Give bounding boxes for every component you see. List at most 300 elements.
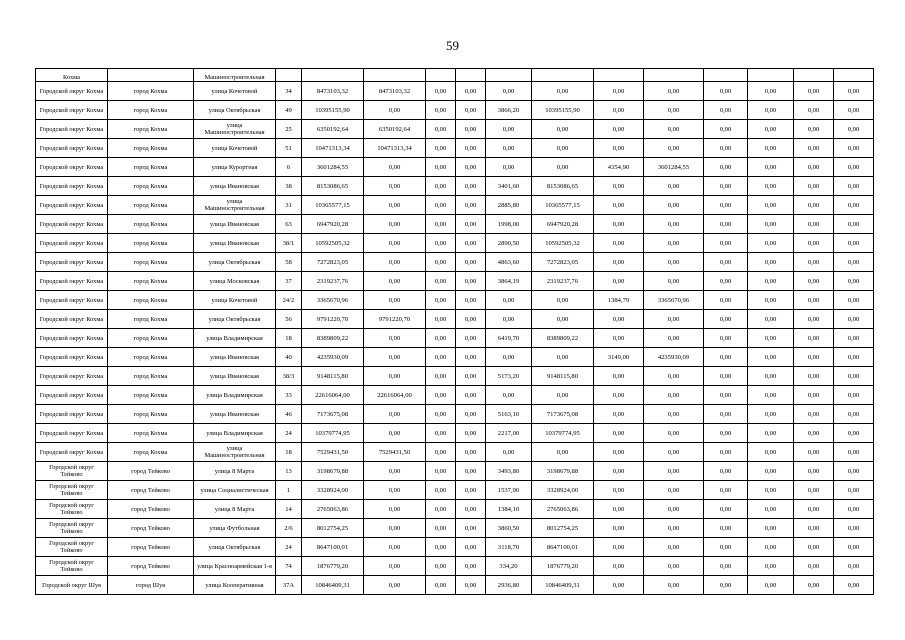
cell-total-cost	[302, 69, 364, 82]
cell-col-15: 0,00	[794, 386, 834, 405]
cell-house-number: 18	[276, 329, 302, 348]
cell-col-10: 0,00	[532, 139, 594, 158]
cell-col-7: 0,00	[426, 177, 456, 196]
cell-col-7: 0,00	[426, 386, 456, 405]
cell-col-15: 0,00	[794, 424, 834, 443]
cell-col-7: 0,00	[426, 462, 456, 481]
cell-municipality: Городской округ Кохма	[36, 424, 108, 443]
cell-col-12: 0,00	[644, 177, 704, 196]
cell-street: улица Машиностроительная	[194, 120, 276, 139]
cell-total-cost: 4235930,09	[302, 348, 364, 367]
cell-settlement: город Кохма	[108, 443, 194, 462]
cell-municipality: Городской округ Кохма	[36, 158, 108, 177]
cell-col-14: 0,00	[748, 310, 794, 329]
cell-settlement: город Кохма	[108, 310, 194, 329]
cell-col-9: 3493,80	[486, 462, 532, 481]
cell-col-11: 0,00	[594, 500, 644, 519]
cell-municipality: Городской округ Кохма	[36, 253, 108, 272]
cell-col-13: 0,00	[704, 519, 748, 538]
cell-col-6: 8473103,32	[364, 82, 426, 101]
cell-total-cost: 7529431,50	[302, 443, 364, 462]
cell-col-9: 2890,50	[486, 234, 532, 253]
cell-col-13	[704, 69, 748, 82]
cell-col-9: 3860,50	[486, 519, 532, 538]
cell-col-16: 0,00	[834, 386, 874, 405]
cell-col-7: 0,00	[426, 139, 456, 158]
cell-col-13: 0,00	[704, 139, 748, 158]
cell-house-number: 38	[276, 177, 302, 196]
cell-col-10: 0,00	[532, 386, 594, 405]
cell-col-15: 0,00	[794, 291, 834, 310]
cell-settlement: город Кохма	[108, 348, 194, 367]
cell-col-14: 0,00	[748, 576, 794, 595]
cell-col-9: 0,00	[486, 120, 532, 139]
cell-col-7: 0,00	[426, 158, 456, 177]
cell-col-10: 3328924,00	[532, 481, 594, 500]
cell-settlement	[108, 69, 194, 82]
table-row-continued	[36, 69, 874, 82]
cell-col-8: 0,00	[456, 234, 486, 253]
cell-total-cost: 3365670,96	[302, 291, 364, 310]
cell-col-9: 5163,10	[486, 405, 532, 424]
cell-street: улица 8 Марта	[194, 500, 276, 519]
cell-col-13: 0,00	[704, 196, 748, 215]
cell-col-6: 0,00	[364, 538, 426, 557]
cell-col-15: 0,00	[794, 310, 834, 329]
cell-col-8: 0,00	[456, 367, 486, 386]
cell-street: улица Владимирская	[194, 329, 276, 348]
cell-col-8: 0,00	[456, 557, 486, 576]
cell-house-number: 40	[276, 348, 302, 367]
cell-col-11	[594, 69, 644, 82]
cell-col-6	[364, 69, 426, 82]
cell-street: улица Ивановская	[194, 367, 276, 386]
cell-municipality: Городской округ Кохма	[36, 234, 108, 253]
cell-col-16: 0,00	[834, 481, 874, 500]
cell-col-14: 0,00	[748, 291, 794, 310]
table-row	[36, 500, 874, 519]
cell-house-number: 6	[276, 158, 302, 177]
cell-col-6: 0,00	[364, 348, 426, 367]
cell-col-16: 0,00	[834, 291, 874, 310]
cell-col-15: 0,00	[794, 405, 834, 424]
cell-col-11: 0,00	[594, 234, 644, 253]
cell-municipality: Городской округ Кохма	[36, 367, 108, 386]
cell-col-8: 0,00	[456, 253, 486, 272]
cell-col-16: 0,00	[834, 348, 874, 367]
cell-col-8: 0,00	[456, 405, 486, 424]
cell-col-14: 0,00	[748, 557, 794, 576]
cell-col-6: 0,00	[364, 481, 426, 500]
cell-municipality: Городской округ Кохма	[36, 443, 108, 462]
cell-street: улица Кочетовой	[194, 139, 276, 158]
cell-total-cost: 10592505,32	[302, 234, 364, 253]
cell-col-11: 0,00	[594, 82, 644, 101]
cell-col-6: 0,00	[364, 576, 426, 595]
cell-col-9: 5173,20	[486, 367, 532, 386]
table-row	[36, 196, 874, 215]
cell-col-12: 3365670,96	[644, 291, 704, 310]
cell-house-number: 24	[276, 424, 302, 443]
cell-col-11: 0,00	[594, 177, 644, 196]
cell-col-6: 0,00	[364, 367, 426, 386]
cell-col-16: 0,00	[834, 367, 874, 386]
cell-col-8	[456, 69, 486, 82]
cell-col-15: 0,00	[794, 443, 834, 462]
cell-col-13: 0,00	[704, 291, 748, 310]
cell-municipality: Кохма	[36, 69, 108, 82]
cell-total-cost: 3328924,00	[302, 481, 364, 500]
cell-col-14: 0,00	[748, 253, 794, 272]
cell-col-11: 4354,90	[594, 158, 644, 177]
cell-col-7: 0,00	[426, 82, 456, 101]
cell-col-12: 0,00	[644, 443, 704, 462]
cell-col-16: 0,00	[834, 576, 874, 595]
cell-col-10: 10846409,31	[532, 576, 594, 595]
cell-house-number: 46	[276, 405, 302, 424]
cell-col-11: 0,00	[594, 462, 644, 481]
cell-municipality: Городской округ Тейково	[36, 557, 108, 576]
cell-col-10	[532, 69, 594, 82]
cell-col-15: 0,00	[794, 538, 834, 557]
cell-col-8: 0,00	[456, 329, 486, 348]
cell-col-7: 0,00	[426, 291, 456, 310]
cell-total-cost: 3198679,88	[302, 462, 364, 481]
cell-settlement: город Кохма	[108, 291, 194, 310]
cell-col-13: 0,00	[704, 538, 748, 557]
cell-col-7: 0,00	[426, 310, 456, 329]
cell-settlement: город Кохма	[108, 158, 194, 177]
cell-col-9	[486, 69, 532, 82]
cell-settlement: город Кохма	[108, 101, 194, 120]
cell-total-cost: 2319237,76	[302, 272, 364, 291]
cell-street: улица Ивановская	[194, 177, 276, 196]
cell-col-9: 0,00	[486, 386, 532, 405]
cell-col-16: 0,00	[834, 405, 874, 424]
cell-settlement: город Кохма	[108, 329, 194, 348]
cell-house-number: 34	[276, 82, 302, 101]
cell-col-13: 0,00	[704, 500, 748, 519]
cell-col-8: 0,00	[456, 291, 486, 310]
cell-col-14: 0,00	[748, 215, 794, 234]
cell-house-number: 38/3	[276, 367, 302, 386]
cell-col-10: 10379774,95	[532, 424, 594, 443]
cell-col-7: 0,00	[426, 234, 456, 253]
cell-col-14: 0,00	[748, 139, 794, 158]
cell-col-14: 0,00	[748, 82, 794, 101]
cell-col-14: 0,00	[748, 158, 794, 177]
cell-municipality: Городской округ Тейково	[36, 519, 108, 538]
cell-col-8: 0,00	[456, 120, 486, 139]
cell-col-16: 0,00	[834, 253, 874, 272]
cell-settlement: город Кохма	[108, 196, 194, 215]
cell-total-cost: 10379774,95	[302, 424, 364, 443]
cell-col-11: 0,00	[594, 101, 644, 120]
cell-col-8: 0,00	[456, 386, 486, 405]
cell-col-14: 0,00	[748, 481, 794, 500]
cell-col-9: 0,00	[486, 82, 532, 101]
cell-settlement: город Кохма	[108, 253, 194, 272]
cell-col-12: 0,00	[644, 253, 704, 272]
cell-col-8: 0,00	[456, 310, 486, 329]
cell-col-16: 0,00	[834, 500, 874, 519]
table-row	[36, 291, 874, 310]
cell-col-8: 0,00	[456, 500, 486, 519]
cell-col-10: 10395155,90	[532, 101, 594, 120]
cell-col-14: 0,00	[748, 424, 794, 443]
cell-municipality: Городской округ Кохма	[36, 215, 108, 234]
table-row	[36, 386, 874, 405]
cell-house-number: 25	[276, 120, 302, 139]
cell-col-13: 0,00	[704, 82, 748, 101]
cell-col-10: 8389809,22	[532, 329, 594, 348]
cell-col-6: 7529431,50	[364, 443, 426, 462]
cell-col-16: 0,00	[834, 82, 874, 101]
cell-col-16: 0,00	[834, 557, 874, 576]
cell-col-14: 0,00	[748, 367, 794, 386]
cell-col-8: 0,00	[456, 101, 486, 120]
cell-house-number: 56	[276, 310, 302, 329]
cell-col-6: 9791220,70	[364, 310, 426, 329]
cell-col-15: 0,00	[794, 272, 834, 291]
cell-col-16: 0,00	[834, 234, 874, 253]
cell-col-13: 0,00	[704, 158, 748, 177]
cell-col-14: 0,00	[748, 519, 794, 538]
table-row	[36, 158, 874, 177]
cell-municipality: Городской округ Кохма	[36, 139, 108, 158]
cell-street: улица Ивановская	[194, 405, 276, 424]
cell-col-12: 0,00	[644, 405, 704, 424]
cell-col-9: 4863,60	[486, 253, 532, 272]
cell-col-15: 0,00	[794, 234, 834, 253]
cell-col-11: 0,00	[594, 538, 644, 557]
cell-total-cost: 8647100,01	[302, 538, 364, 557]
cell-col-6: 0,00	[364, 462, 426, 481]
cell-col-16	[834, 69, 874, 82]
cell-settlement: город Тейково	[108, 481, 194, 500]
cell-col-10: 8153086,65	[532, 177, 594, 196]
cell-col-13: 0,00	[704, 329, 748, 348]
cell-col-16: 0,00	[834, 158, 874, 177]
table-body	[36, 69, 874, 595]
cell-col-9: 0,00	[486, 443, 532, 462]
cell-street: улица Кочетовой	[194, 82, 276, 101]
cell-col-7: 0,00	[426, 576, 456, 595]
cell-col-12: 0,00	[644, 576, 704, 595]
table-row	[36, 329, 874, 348]
cell-col-9: 1998,00	[486, 215, 532, 234]
cell-municipality: Городской округ Тейково	[36, 500, 108, 519]
table-row	[36, 348, 874, 367]
cell-total-cost: 9791220,70	[302, 310, 364, 329]
table-row	[36, 405, 874, 424]
cell-municipality: Городской округ Кохма	[36, 120, 108, 139]
cell-col-9: 2885,80	[486, 196, 532, 215]
cell-col-7: 0,00	[426, 519, 456, 538]
cell-col-10: 9148115,80	[532, 367, 594, 386]
cell-street: улица Социалистическая	[194, 481, 276, 500]
cell-col-14: 0,00	[748, 538, 794, 557]
cell-col-7: 0,00	[426, 538, 456, 557]
cell-col-12: 0,00	[644, 196, 704, 215]
cell-col-9: 1537,90	[486, 481, 532, 500]
cell-house-number: 33	[276, 386, 302, 405]
cell-col-16: 0,00	[834, 215, 874, 234]
cell-col-7: 0,00	[426, 196, 456, 215]
table-row	[36, 424, 874, 443]
cell-street: улица Кооперативная	[194, 576, 276, 595]
cell-col-7: 0,00	[426, 443, 456, 462]
cell-col-14: 0,00	[748, 329, 794, 348]
table-row	[36, 139, 874, 158]
cell-house-number: 51	[276, 139, 302, 158]
cell-col-8: 0,00	[456, 424, 486, 443]
cell-col-13: 0,00	[704, 481, 748, 500]
cell-municipality: Городской округ Кохма	[36, 405, 108, 424]
cell-street: улица Октябрьская	[194, 253, 276, 272]
cell-street: улица Ивановская	[194, 234, 276, 253]
table-row	[36, 538, 874, 557]
cell-col-12: 0,00	[644, 386, 704, 405]
cell-house-number: 58	[276, 253, 302, 272]
cell-col-11: 0,00	[594, 481, 644, 500]
cell-col-12	[644, 69, 704, 82]
cell-municipality: Городской округ Тейково	[36, 538, 108, 557]
cell-col-12: 0,00	[644, 329, 704, 348]
cell-col-6: 0,00	[364, 234, 426, 253]
cell-col-8: 0,00	[456, 196, 486, 215]
cell-col-12: 0,00	[644, 519, 704, 538]
cell-col-12: 0,00	[644, 215, 704, 234]
cell-municipality: Городской округ Тейково	[36, 481, 108, 500]
cell-col-7: 0,00	[426, 557, 456, 576]
cell-col-14: 0,00	[748, 272, 794, 291]
table-row	[36, 234, 874, 253]
cell-col-12: 0,00	[644, 272, 704, 291]
cell-col-11: 0,00	[594, 310, 644, 329]
cell-col-13: 0,00	[704, 348, 748, 367]
cell-col-7: 0,00	[426, 272, 456, 291]
cell-col-8: 0,00	[456, 272, 486, 291]
cell-total-cost: 1876779,20	[302, 557, 364, 576]
cell-col-14	[748, 69, 794, 82]
cell-street: улица Футбольная	[194, 519, 276, 538]
cell-municipality: Городской округ Кохма	[36, 272, 108, 291]
cell-col-10: 10592505,32	[532, 234, 594, 253]
cell-street: улица Московская	[194, 272, 276, 291]
cell-col-15: 0,00	[794, 367, 834, 386]
cell-col-6: 0,00	[364, 215, 426, 234]
cell-col-7: 0,00	[426, 215, 456, 234]
cell-settlement: город Тейково	[108, 538, 194, 557]
cell-col-14: 0,00	[748, 120, 794, 139]
cell-house-number: 13	[276, 462, 302, 481]
cell-col-12: 0,00	[644, 557, 704, 576]
cell-col-6: 0,00	[364, 253, 426, 272]
cell-street: улица Курортная	[194, 158, 276, 177]
cell-col-8: 0,00	[456, 576, 486, 595]
cell-total-cost: 8153086,65	[302, 177, 364, 196]
cell-col-14: 0,00	[748, 196, 794, 215]
cell-col-11: 0,00	[594, 519, 644, 538]
cell-col-6: 0,00	[364, 519, 426, 538]
cell-total-cost: 10365577,15	[302, 196, 364, 215]
cell-col-12: 0,00	[644, 367, 704, 386]
cell-street: улица Октябрьская	[194, 101, 276, 120]
cell-col-12: 0,00	[644, 500, 704, 519]
cell-col-9: 334,20	[486, 557, 532, 576]
cell-settlement: город Кохма	[108, 177, 194, 196]
cell-municipality: Городской округ Кохма	[36, 177, 108, 196]
cell-house-number	[276, 69, 302, 82]
cell-municipality: Городской округ Тейково	[36, 462, 108, 481]
cell-col-15: 0,00	[794, 215, 834, 234]
cell-col-13: 0,00	[704, 424, 748, 443]
cell-col-8: 0,00	[456, 177, 486, 196]
cell-col-12: 0,00	[644, 424, 704, 443]
cell-col-11: 3149,00	[594, 348, 644, 367]
cell-col-16: 0,00	[834, 443, 874, 462]
cell-municipality: Городской округ Кохма	[36, 329, 108, 348]
cell-col-16: 0,00	[834, 120, 874, 139]
table-row	[36, 443, 874, 462]
cell-house-number: 38/1	[276, 234, 302, 253]
cell-total-cost: 9148115,80	[302, 367, 364, 386]
table-row	[36, 272, 874, 291]
cell-col-10: 6947920,28	[532, 215, 594, 234]
cell-col-10: 0,00	[532, 158, 594, 177]
cell-col-6: 0,00	[364, 557, 426, 576]
cell-col-7: 0,00	[426, 120, 456, 139]
cell-col-11: 0,00	[594, 367, 644, 386]
cell-col-6: 0,00	[364, 424, 426, 443]
cell-col-13: 0,00	[704, 386, 748, 405]
cell-col-8: 0,00	[456, 443, 486, 462]
cell-municipality: Городской округ Кохма	[36, 291, 108, 310]
cell-col-10: 1876779,20	[532, 557, 594, 576]
cell-col-10: 3198679,88	[532, 462, 594, 481]
cell-col-11: 0,00	[594, 557, 644, 576]
table-row	[36, 310, 874, 329]
cell-col-13: 0,00	[704, 405, 748, 424]
cell-col-14: 0,00	[748, 101, 794, 120]
cell-col-13: 0,00	[704, 120, 748, 139]
cell-col-10: 0,00	[532, 443, 594, 462]
cell-col-13: 0,00	[704, 177, 748, 196]
cell-col-6: 0,00	[364, 329, 426, 348]
cell-total-cost: 7272823,05	[302, 253, 364, 272]
cell-house-number: 24	[276, 538, 302, 557]
cell-col-13: 0,00	[704, 443, 748, 462]
cell-col-7: 0,00	[426, 253, 456, 272]
cell-total-cost: 7173675,08	[302, 405, 364, 424]
cell-col-9: 3864,19	[486, 272, 532, 291]
cell-municipality: Городской округ Кохма	[36, 101, 108, 120]
cell-street: улица Владимирская	[194, 386, 276, 405]
cell-col-6: 0,00	[364, 158, 426, 177]
cell-col-8: 0,00	[456, 538, 486, 557]
cell-col-11: 1384,79	[594, 291, 644, 310]
cell-col-6: 0,00	[364, 196, 426, 215]
cell-col-9: 1384,10	[486, 500, 532, 519]
cell-col-16: 0,00	[834, 196, 874, 215]
cell-col-10: 2765063,86	[532, 500, 594, 519]
cell-col-9: 0,00	[486, 310, 532, 329]
cell-col-15: 0,00	[794, 253, 834, 272]
cell-col-11: 0,00	[594, 139, 644, 158]
cell-settlement: город Кохма	[108, 215, 194, 234]
cell-col-13: 0,00	[704, 234, 748, 253]
